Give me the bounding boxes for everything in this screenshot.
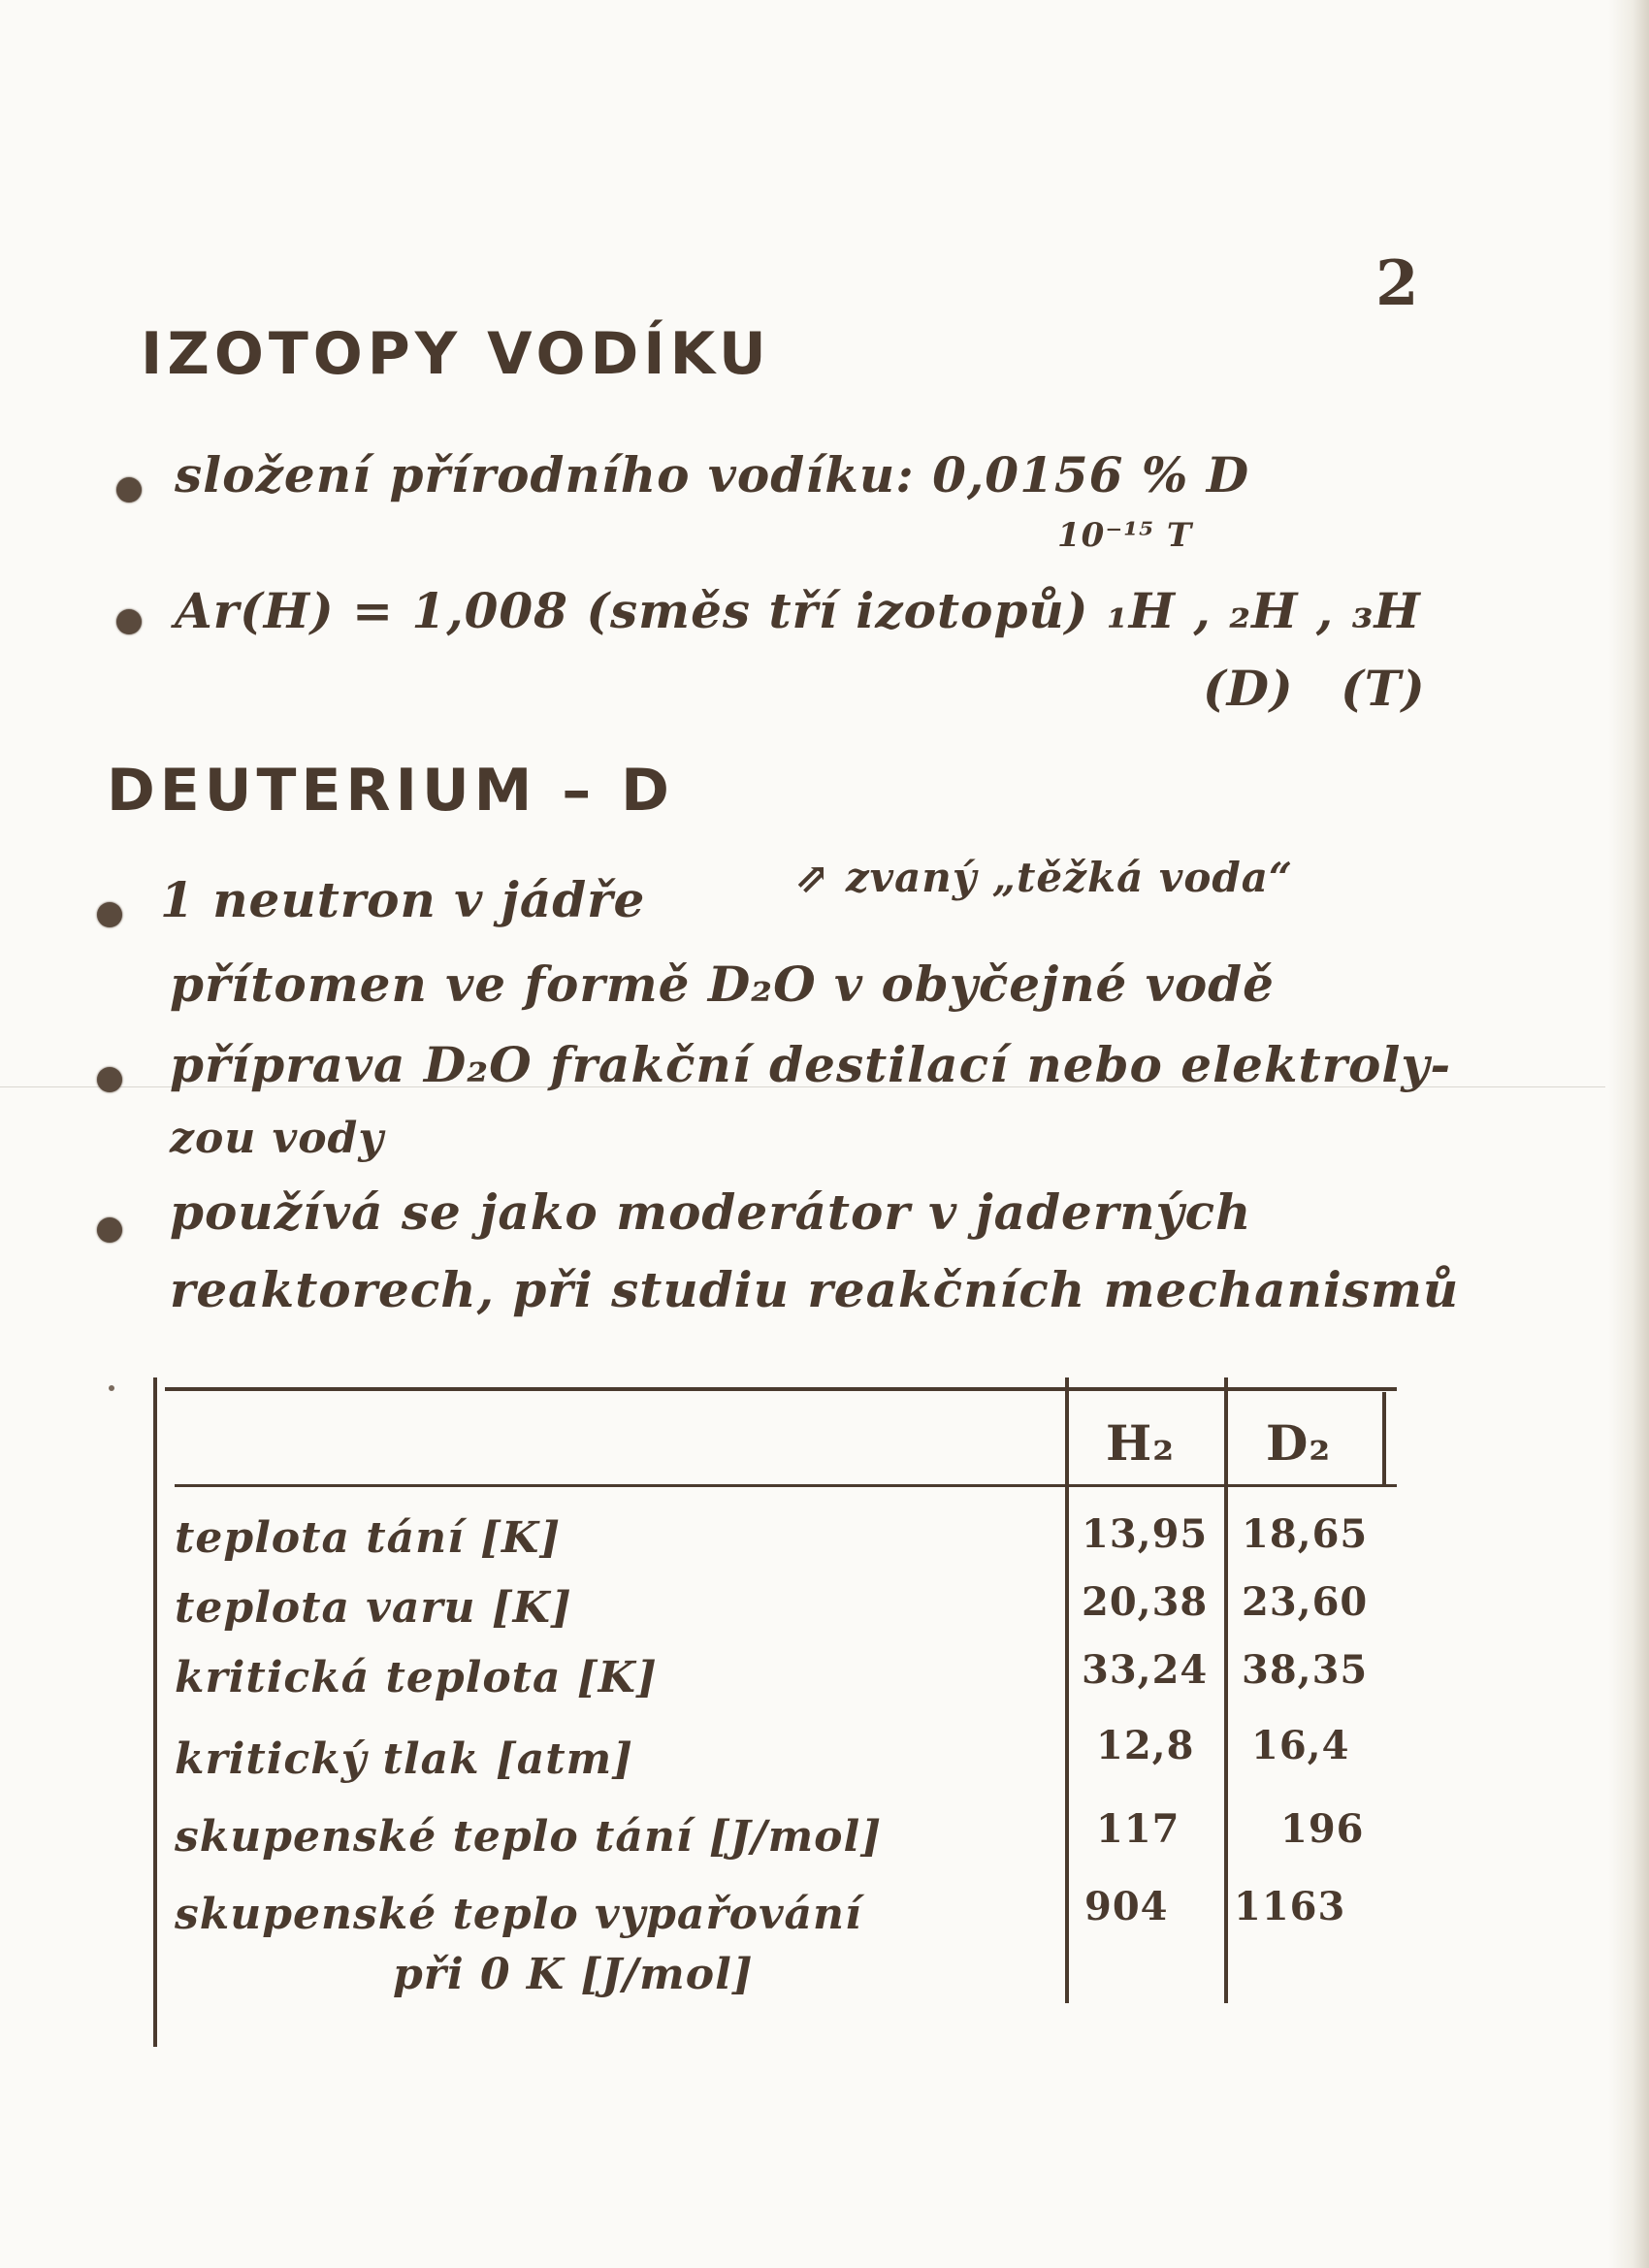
table-left-border — [153, 1377, 157, 2047]
table-right-border — [1382, 1392, 1386, 1484]
usage-continued: reaktorech, při studiu reakčních mechanismů — [170, 1261, 1460, 1318]
usage-line: používá se jako moderátor v jaderných — [170, 1183, 1252, 1241]
column-header-d2: D₂ — [1266, 1414, 1332, 1472]
row-label: skupenské teplo vypařování — [175, 1890, 862, 1939]
column-header-h2: H₂ — [1106, 1414, 1176, 1472]
cell-d2: 23,60 — [1242, 1579, 1369, 1625]
bullet-dot — [116, 477, 142, 502]
bullet-atomic-mass: Ar(H) = 1,008 (směs tří izotopů) ₁H , ₂H , ₃H — [175, 582, 1421, 639]
table-column-divider — [1065, 1377, 1069, 2003]
tritium-fraction: 10⁻¹⁵ T — [1057, 516, 1193, 555]
row-label: teplota varu [K] — [175, 1583, 572, 1633]
cell-d2: 18,65 — [1242, 1511, 1369, 1557]
row-label: skupenské teplo tání [J/mol] — [175, 1812, 883, 1862]
bullet-dot — [116, 609, 142, 634]
row-label: kritický tlak [atm] — [175, 1734, 633, 1784]
cell-h2: 20,38 — [1082, 1579, 1209, 1625]
table-header-rule — [175, 1484, 1397, 1487]
cell-d2: 16,4 — [1251, 1723, 1350, 1768]
cell-h2: 12,8 — [1096, 1723, 1195, 1768]
cell-d2: 38,35 — [1242, 1647, 1369, 1693]
row-label: kritická teplota [K] — [175, 1653, 658, 1702]
cell-d2: 1163 — [1234, 1884, 1346, 1929]
bullet-composition: složení přírodního vodíku: 0,0156 % D — [175, 446, 1250, 503]
heading-isotopes: IZOTOPY VODÍKU — [141, 320, 771, 388]
bullet-dot — [97, 1217, 122, 1243]
presence-line: přítomen ve formě D₂O v obyčejné vodě — [170, 956, 1275, 1013]
row-label-continued: při 0 K [J/mol] — [393, 1950, 754, 1999]
isotope-symbols: (D) (T) — [1203, 660, 1426, 717]
cell-h2: 33,24 — [1082, 1647, 1209, 1693]
paper-edge-shadow — [1608, 0, 1649, 2268]
table-top-border — [165, 1387, 1397, 1391]
table-column-divider — [1224, 1377, 1228, 2003]
cell-d2: 196 — [1280, 1806, 1365, 1852]
cell-h2: 13,95 — [1082, 1511, 1209, 1557]
heading-deuterium: DEUTERIUM – D — [107, 757, 674, 825]
page-number: 2 — [1375, 247, 1420, 320]
stray-ink-dot — [109, 1385, 114, 1391]
cell-h2: 117 — [1096, 1806, 1180, 1852]
bullet-dot — [97, 902, 122, 927]
heavy-water-note: ⇗ zvaný „těžká voda“ — [795, 854, 1294, 901]
bullet-dot — [97, 1067, 122, 1092]
preparation-line: příprava D₂O frakční destilací nebo elektroly- — [170, 1036, 1452, 1093]
bullet-neutron: 1 neutron v jádře — [160, 871, 646, 928]
cell-h2: 904 — [1084, 1884, 1169, 1929]
row-label: teplota tání [K] — [175, 1513, 562, 1563]
preparation-continued: zou vody — [170, 1114, 384, 1163]
